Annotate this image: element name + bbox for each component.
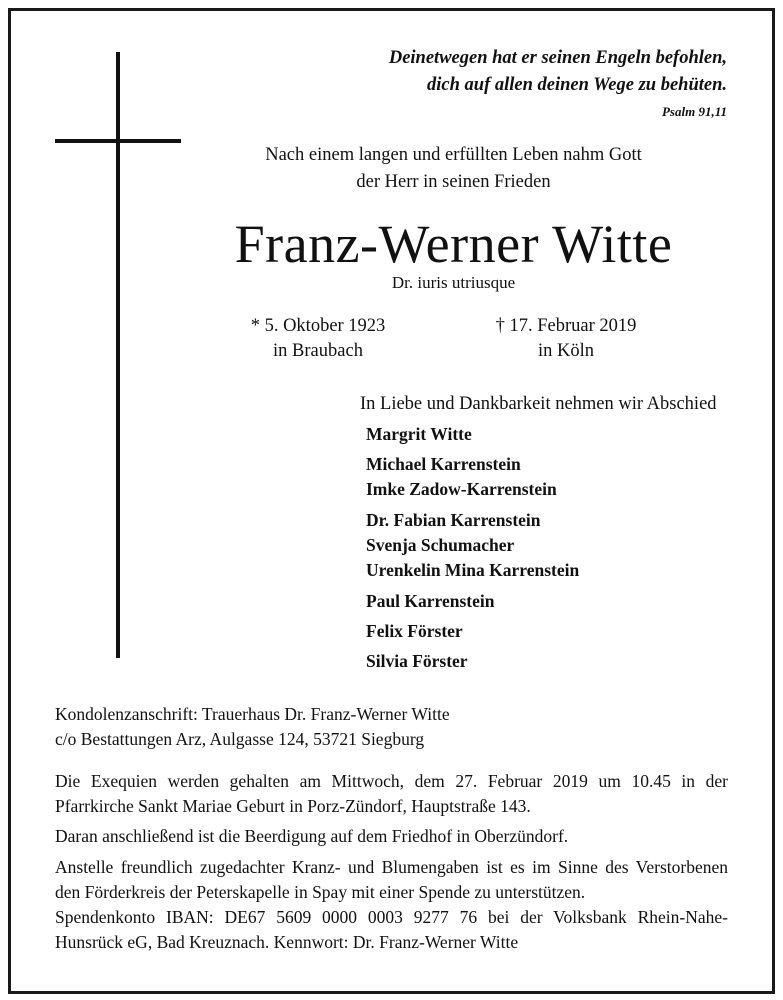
mourner-name: Svenja Schumacher bbox=[366, 535, 515, 555]
death-place: in Köln bbox=[537, 341, 594, 361]
mourner-name: Urenkelin Mina Karrenstein bbox=[366, 560, 580, 580]
mourner-name: Felix Förster bbox=[366, 621, 463, 641]
mourner-name: Imke Zadow-Karrenstein bbox=[366, 479, 557, 499]
farewell-text: In Liebe und Dankbarkeit nehmen wir Abschied bbox=[360, 394, 717, 414]
deceased-title: Dr. iuris utriusque bbox=[391, 273, 516, 292]
mourner-name: Dr. Fabian Karrenstein bbox=[366, 510, 541, 530]
deceased-name: Franz-Werner Witte bbox=[234, 214, 673, 274]
intro-line-2: der Herr in seinen Frieden bbox=[356, 172, 551, 192]
birth-date: * 5. Oktober 1923 bbox=[250, 316, 386, 336]
verse-reference: Psalm 91,11 bbox=[661, 104, 727, 119]
mourner-name: Michael Karrenstein bbox=[366, 454, 521, 474]
service-text-line-1: Die Exequien werden gehalten am Mittwoch, dem 27. Februar 2019 um 10.45 in der bbox=[55, 771, 728, 791]
condolence-address-line-1: Kondolenzanschrift: Trauerhaus Dr. Franz-Werner Witte bbox=[55, 704, 450, 724]
verse-line-2: dich auf allen deinen Wege zu behüten. bbox=[427, 75, 727, 95]
verse-line-1: Deinetwegen hat er seinen Engeln befohlen, bbox=[388, 48, 727, 68]
intro-line-1: Nach einem langen und erfüllten Leben nahm Gott bbox=[265, 145, 642, 165]
donation-text-line-2: den Förderkreis der Peterskapelle in Spay mit einer Spende zu unterstützen. bbox=[55, 882, 586, 902]
donation-text-line-3: Spendenkonto IBAN: DE67 5609 0000 0003 9277 76 bei der Volksbank Rhein-Nahe- bbox=[55, 907, 728, 927]
burial-text: Daran anschließend ist die Beerdigung auf dem Friedhof in Oberzündorf. bbox=[55, 826, 569, 846]
cross-horizontal-bar bbox=[55, 139, 181, 143]
mourner-name: Paul Karrenstein bbox=[366, 591, 495, 611]
condolence-address-line-2: c/o Bestattungen Arz, Aulgasse 124, 53721 Siegburg bbox=[55, 729, 425, 749]
birth-place: in Braubach bbox=[273, 341, 363, 361]
donation-text-line-1: Anstelle freundlich zugedachter Kranz- und Blumengaben ist es im Sinne des Verstorbenen bbox=[55, 857, 728, 877]
mourner-name: Margrit Witte bbox=[366, 424, 472, 444]
service-text-line-2: Pfarrkirche Sankt Mariae Geburt in Porz-Zündorf, Hauptstraße 143. bbox=[55, 796, 531, 816]
donation-text-line-4: Hunsrück eG, Bad Kreuznach. Kennwort: Dr. Franz-Werner Witte bbox=[55, 932, 519, 952]
mourner-name: Silvia Förster bbox=[366, 651, 468, 671]
death-date: † 17. Februar 2019 bbox=[495, 316, 637, 336]
